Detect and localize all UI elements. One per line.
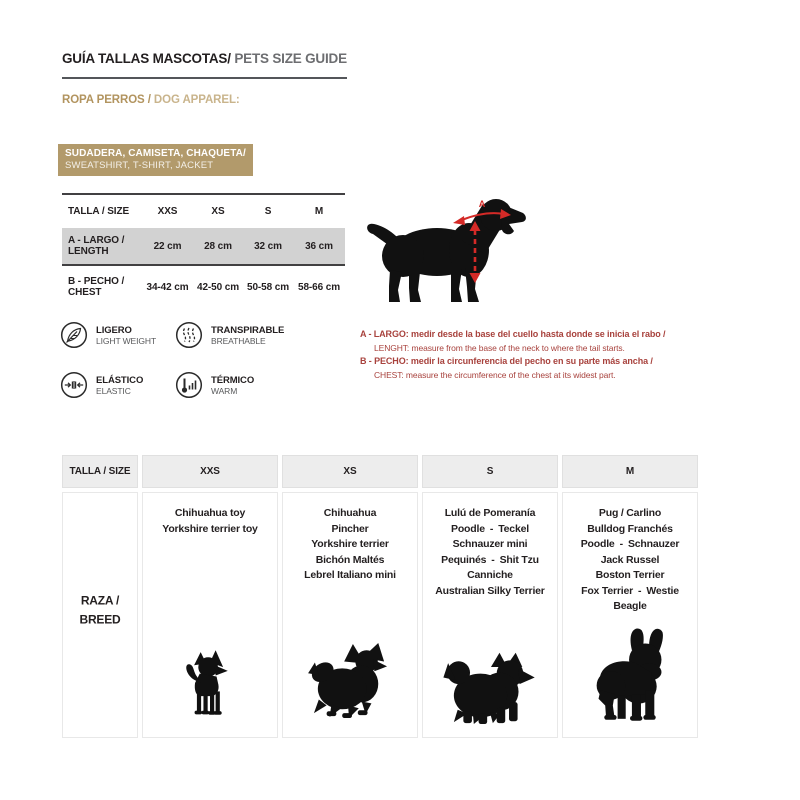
labrador-silhouette-icon (365, 190, 540, 308)
page-title (62, 50, 347, 79)
breed-name: Bulldog Franchés (587, 522, 673, 535)
feature-label-en: WARM (211, 385, 238, 396)
breed-name: Australian Silky Terrier (435, 584, 545, 597)
breed-row-label-line2: BREED (79, 612, 121, 627)
page-title-es: GUÍA TALLAS MASCOTAS/ (62, 51, 231, 66)
feature-label-en: ELASTIC (96, 385, 131, 396)
breed-name: Pug / Carlino (598, 507, 662, 519)
size-table-header-xs: XS (211, 206, 225, 217)
breed-name: Beagle (613, 600, 647, 612)
length-value-m: 36 cm (305, 240, 333, 252)
size-table-header-xxs: XXS (157, 206, 178, 217)
feature-label-en: BREATHABLE (211, 335, 266, 346)
breed-row-label-line1: RAZA / (80, 593, 120, 608)
breed-name: Pincher (331, 522, 369, 535)
feature-elastic (60, 371, 174, 399)
chest-value-s: 50-58 cm (246, 281, 289, 293)
garment-badge-es: SUDADERA, CAMISETA, CHAQUETA/ (65, 148, 246, 159)
dog-measurement-diagram (365, 190, 540, 313)
breed-row-label-cell (62, 492, 138, 738)
measuring-instructions (360, 328, 695, 382)
breed-name: Poodle - Teckel (451, 522, 529, 535)
breed-name: Yorkshire terrier toy (162, 522, 258, 535)
garment-type-badge (58, 144, 253, 176)
breed-name: Chihuahua (323, 507, 377, 519)
feature-label-en: LIGHT WEIGHT (96, 335, 157, 346)
category-en: DOG APPAREL: (153, 94, 240, 106)
size-table-header-label: TALLA / SIZE (68, 206, 130, 217)
length-value-xxs: 22 cm (153, 240, 182, 252)
chest-value-m: 58-66 cm (297, 281, 340, 293)
breed-name: Fox Terrier - Westie (581, 584, 679, 597)
garment-badge-en: SWEATSHIRT, T-SHIRT, JACKET (65, 160, 214, 171)
note-chest-en: CHEST: measure the circumference of the chest at its widest part. (374, 369, 616, 380)
breed-name: Chihuahua toy (174, 507, 246, 519)
size-table-chest-row (62, 266, 345, 308)
feature-label-es: TÉRMICO (211, 374, 255, 386)
length-row-label: A - LARGO / LENGTH (68, 235, 125, 257)
note-chest-es: B - PECHO: medir la circunferencia del pecho en su parte más ancha / (360, 356, 653, 366)
chest-value-xxs: 34-42 cm (146, 281, 189, 293)
breed-table-header-row (62, 455, 698, 488)
note-length-en: LENGHT: measure from the base of the neck to where the tail starts. (374, 342, 625, 353)
breed-size-table (62, 455, 698, 738)
pomeranian-silhouette-icon (442, 647, 538, 725)
feature-breathable (175, 321, 289, 349)
breed-header-label: TALLA / SIZE (62, 455, 138, 488)
length-value-xs: 28 cm (204, 240, 232, 252)
breed-name: Pequinés - Shit Tzu (441, 553, 539, 566)
breed-name: Schnauzer mini (452, 538, 528, 550)
breed-cell-xxs (142, 492, 278, 738)
breed-name: Boston Terrier (595, 569, 665, 581)
feather-icon (60, 321, 88, 349)
long-haired-chihuahua-silhouette-icon (307, 643, 393, 719)
breed-table-body-row (62, 492, 698, 738)
size-measurement-table (62, 193, 345, 308)
elastic-icon (60, 371, 88, 399)
breed-cell-s (422, 492, 558, 738)
size-table-length-row (62, 228, 345, 266)
breed-header-s: S (422, 455, 558, 488)
size-table-header-s: S (264, 206, 272, 217)
chihuahua-silhouette-icon (181, 649, 239, 717)
note-length-es: A - LARGO: medir desde la base del cuello hasta donde se inicia el rabo / (360, 329, 666, 339)
breed-name: Bichón Maltés (315, 553, 385, 566)
breed-name: Lebrel Italiano mini (304, 569, 396, 581)
size-table-header-row (62, 195, 345, 228)
breed-name: Poodle - Schnauzer (580, 538, 680, 550)
feature-label-es: TRANSPIRABLE (211, 324, 285, 336)
chest-value-xs: 42-50 cm (196, 281, 239, 293)
breed-name: Canniche (467, 569, 513, 581)
breed-name: Jack Russel (600, 553, 660, 566)
breed-name: Lulú de Pomeranía (444, 507, 536, 519)
category-subtitle (62, 90, 240, 108)
category-es: ROPA PERROS / (62, 94, 154, 106)
breed-cell-xs (282, 492, 418, 738)
breathable-icon (175, 321, 203, 349)
size-table-header-m: M (314, 206, 324, 217)
feature-warm (175, 371, 289, 399)
page-title-en: PETS SIZE GUIDE (230, 51, 347, 66)
feature-label-es: ELÁSTICO (96, 374, 144, 386)
breed-header-m: M (562, 455, 698, 488)
breed-cell-m (562, 492, 698, 738)
feature-lightweight (60, 321, 174, 349)
french-bulldog-silhouette-icon (589, 625, 671, 723)
length-value-s: 32 cm (254, 240, 282, 252)
chest-row-label: B - PECHO / CHEST (68, 276, 125, 298)
arrow-label-a: A (478, 199, 486, 209)
thermometer-icon (175, 371, 203, 399)
breed-header-xs: XS (282, 455, 418, 488)
breed-name: Yorkshire terrier (311, 538, 389, 550)
breed-header-xxs: XXS (142, 455, 278, 488)
feature-label-es: LIGERO (96, 324, 132, 336)
fabric-features (60, 321, 300, 411)
